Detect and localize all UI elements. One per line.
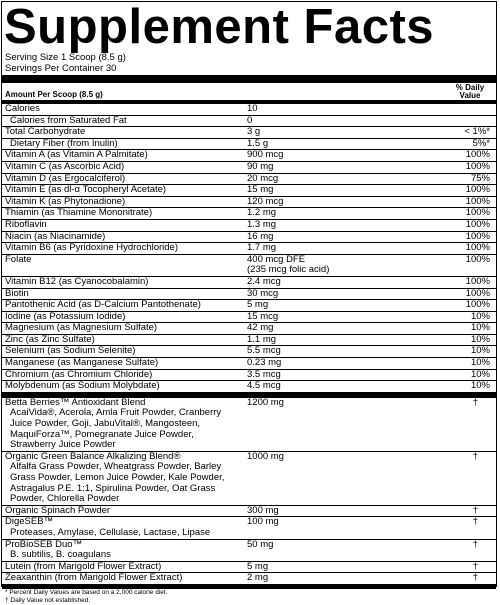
blend-row — [2, 398, 496, 452]
nutrient-daily-value: 10% — [470, 368, 490, 380]
nutrient-amount — [247, 162, 273, 173]
blend-daily-value: † — [472, 504, 478, 516]
nutrient-name: Total Carbohydrate — [5, 126, 86, 138]
nutrient-amount-note: (235 mcg folic acid) — [247, 264, 330, 276]
serving-size: Serving Size 1 Scoop (8.5 g) — [5, 52, 126, 63]
nutrient-name: Vitamin A (as Vitamin A Palmitate) — [5, 149, 148, 161]
blend-amount: 1000 mg — [247, 450, 284, 462]
nutrient-amount — [247, 277, 281, 288]
blend-name: Organic Spinach Powder — [5, 504, 111, 516]
blend-daily-value: † — [472, 538, 478, 550]
blend-row — [2, 452, 496, 506]
nutrient-amount — [247, 243, 276, 254]
blend-name: Zeaxanthin (from Marigold Flower Extract) — [5, 572, 183, 584]
blend-daily-value: † — [472, 516, 478, 528]
nutrient-daily-value: 100% — [465, 218, 490, 230]
nutrient-daily-value: 10% — [470, 310, 490, 322]
nutrient-daily-value: 75% — [470, 172, 490, 184]
servings-per-container: Servings Per Container 30 — [5, 63, 117, 74]
blend-name: Betta Berries™ Antioxidant Blend — [5, 396, 146, 408]
nutrient-amount — [247, 232, 273, 243]
supplement-facts-panel — [1, 0, 497, 604]
nutrient-daily-value: < 1%* — [464, 126, 490, 138]
blend-daily-value: † — [472, 560, 478, 572]
nutrient-amount-value: 1.3 mg — [247, 218, 277, 230]
nutrient-name: Pantothenic Acid (as D-Calcium Pantothenate) — [5, 299, 201, 311]
nutrient-daily-value: 100% — [465, 287, 490, 299]
nutrient-name: Vitamin B6 (as Pyridoxine Hydrochloride) — [5, 242, 179, 254]
blend-ingredients: AcaiVida®, Acerola, Amla Fruit Powder, Cranberry Juice Powder, Goji, JabuVital®, Mangosteen, MaquiForza™, Pomegranate Juice Powder, Strawberry Juice Powder — [10, 407, 222, 451]
blend-name: Lutein (from Marigold Flower Extract) — [5, 560, 162, 572]
nutrient-amount-value: 1.7 mg — [247, 242, 277, 254]
nutrient-name: Calories — [5, 103, 40, 114]
nutrient-name: Biotin — [5, 287, 29, 299]
nutrient-name: Thiamin (as Thiamine Mononitrate) — [5, 207, 153, 219]
nutrient-amount — [247, 381, 281, 392]
thick-divider — [2, 75, 496, 83]
blend-amount: 5 mg — [247, 560, 269, 572]
nutrient-name: Vitamin K (as Phytonadione) — [5, 195, 126, 207]
blend-row — [2, 573, 496, 585]
nutrient-amount-value: 15 mg — [247, 184, 274, 196]
nutrient-amount-value: 1.5 g — [247, 137, 269, 149]
nutrient-daily-value: 100% — [465, 207, 490, 219]
nutrient-amount — [247, 197, 283, 208]
nutrient-daily-value: 100% — [465, 299, 490, 311]
amount-per-scoop-label: Amount Per Scoop (8.5 g) — [5, 90, 103, 99]
nutrient-name: Iodine (as Potassium Iodide) — [5, 310, 126, 322]
nutrient-amount-value: 2.4 mcg — [247, 275, 281, 287]
nutrient-name: Manganese (as Manganese Sulfate) — [5, 357, 159, 369]
nutrient-name: Vitamin B12 (as Cyanocobalamin) — [5, 275, 149, 287]
nutrient-daily-value: 10% — [470, 380, 490, 392]
nutrient-row — [2, 255, 496, 277]
blend-row — [2, 540, 496, 562]
nutrient-amount-value: 4.5 mcg — [247, 380, 281, 392]
nutrient-amount-value: 1.1 mg — [247, 333, 277, 345]
daily-value-label — [448, 84, 492, 100]
nutrient-amount-value: 900 mcg — [247, 149, 284, 161]
panel-title: Supplement Facts — [4, 0, 435, 54]
nutrient-daily-value: 100% — [465, 195, 490, 207]
blend-ingredients: Alfalfa Grass Powder, Wheatgrass Powder, Barley Grass Powder, Lemon Juice Powder, Kale Powder, Astragalus P.E. 1:1, Spirulina Powder, Oat Grass Powder, Chlorella Powder — [10, 461, 225, 505]
blend-name: DigeSEB™ — [5, 516, 54, 528]
nutrient-daily-value: 10% — [470, 357, 490, 369]
nutrient-daily-value: 100% — [465, 160, 490, 172]
nutrient-amount — [247, 335, 276, 346]
nutrient-daily-value: 100% — [465, 275, 490, 287]
blend-daily-value: † — [472, 572, 478, 584]
nutrient-amount-value: 10 — [247, 103, 258, 114]
nutrient-amount — [247, 116, 252, 127]
nutrient-row — [2, 381, 496, 393]
nutrient-name: Folate — [5, 253, 32, 265]
blend-amount: 2 mg — [247, 572, 269, 584]
nutrient-name: Niacin (as Niacinamide) — [5, 230, 106, 242]
blend-daily-value: † — [472, 450, 478, 462]
nutrient-amount-value: 16 mg — [247, 230, 274, 242]
nutrient-name: Riboflavin — [5, 218, 47, 230]
nutrient-amount — [247, 220, 276, 231]
nutrient-amount-value: 3 g — [247, 126, 261, 138]
nutrient-name: Magnesium (as Magnesium Sulfate) — [5, 322, 158, 334]
nutrient-amount — [247, 323, 273, 334]
blend-amount: 50 mg — [247, 538, 274, 550]
nutrient-amount-value: 5.5 mcg — [247, 345, 281, 357]
nutrient-amount-value: 42 mg — [247, 322, 274, 334]
nutrient-amount-value: 120 mcg — [247, 195, 284, 207]
nutrient-name: Vitamin D (as Ergocalciferol) — [5, 172, 126, 184]
nutrient-amount — [247, 312, 278, 323]
nutrient-daily-value: 10% — [470, 333, 490, 345]
nutrient-amount-value: 30 mcg — [247, 287, 279, 299]
nutrient-amount-value: 90 mg — [247, 160, 274, 172]
nutrient-name: Molybdenum (as Sodium Molybdate) — [5, 380, 160, 392]
nutrient-amount — [247, 208, 276, 219]
nutrient-name: Chromium (as Chromium Chloride) — [5, 368, 153, 380]
nutrient-amount — [247, 346, 281, 357]
nutrient-amount — [247, 370, 281, 381]
nutrient-daily-value: 100% — [465, 253, 490, 265]
nutrient-name: Dietary Fiber (from Inulin) — [10, 137, 118, 149]
blend-amount: 1200 mg — [247, 396, 284, 408]
nutrient-daily-value: 100% — [465, 230, 490, 242]
nutrient-amount-value: 3.5 mcg — [247, 368, 281, 380]
footnote-percent-dv: * Percent Daily Values are based on a 2,000 calorie diet. — [5, 588, 168, 596]
blend-daily-value: † — [472, 396, 478, 408]
nutrient-daily-value: 100% — [465, 184, 490, 196]
nutrient-name: Vitamin E (as dl-α Tocopheryl Acetate) — [5, 184, 167, 196]
daily-value-label-line2: Value — [459, 91, 481, 100]
nutrient-name: Vitamin C (as Ascorbic Acid) — [5, 160, 125, 172]
column-header — [2, 83, 496, 104]
nutrient-amount-value: 400 mcg DFE — [247, 253, 306, 265]
nutrient-amount — [247, 255, 329, 276]
nutrient-list — [2, 104, 496, 393]
nutrient-amount — [247, 185, 273, 196]
nutrient-amount — [247, 300, 268, 311]
nutrient-amount — [247, 139, 268, 150]
nutrient-amount — [247, 150, 283, 161]
nutrient-amount-value: 15 mcg — [247, 310, 279, 322]
blend-amount: 300 mg — [247, 504, 279, 516]
blend-ingredients: Proteases, Amylase, Cellulase, Lactase, Lipase — [10, 526, 211, 538]
nutrient-daily-value: 10% — [470, 345, 490, 357]
nutrient-daily-value: 5%* — [472, 137, 490, 149]
nutrient-name: Calories from Saturated Fat — [10, 114, 127, 126]
blend-amount: 100 mg — [247, 516, 279, 528]
blend-ingredients: B. subtilis, B. coagulans — [10, 549, 111, 561]
footnote-dagger: † Daily Value not established. — [5, 596, 91, 604]
nutrient-daily-value: 100% — [465, 242, 490, 254]
blend-list — [2, 398, 496, 585]
nutrient-amount — [247, 358, 281, 369]
nutrient-amount-value: 0 — [247, 114, 253, 126]
nutrient-name: Selenium (as Sodium Selenite) — [5, 345, 136, 357]
nutrient-amount — [247, 174, 278, 185]
nutrient-daily-value: 10% — [470, 322, 490, 334]
nutrient-amount — [247, 289, 278, 300]
blend-name: ProBioSEB Duo™ — [5, 538, 83, 550]
nutrient-amount — [247, 127, 260, 138]
blend-name: Organic Green Balance Alkalizing Blend® — [5, 450, 181, 462]
nutrient-amount-value: 1.2 mg — [247, 207, 277, 219]
nutrient-amount-value: 20 mcg — [247, 172, 279, 184]
blend-row — [2, 517, 496, 539]
nutrient-amount-value: 5 mg — [247, 299, 269, 311]
nutrient-amount-value: 0.23 mg — [247, 357, 282, 369]
nutrient-name: Zinc (as Zinc Sulfate) — [5, 333, 95, 345]
nutrient-daily-value: 100% — [465, 149, 490, 161]
daily-value-label-line1: % Daily — [455, 83, 485, 92]
nutrient-amount — [247, 104, 258, 115]
